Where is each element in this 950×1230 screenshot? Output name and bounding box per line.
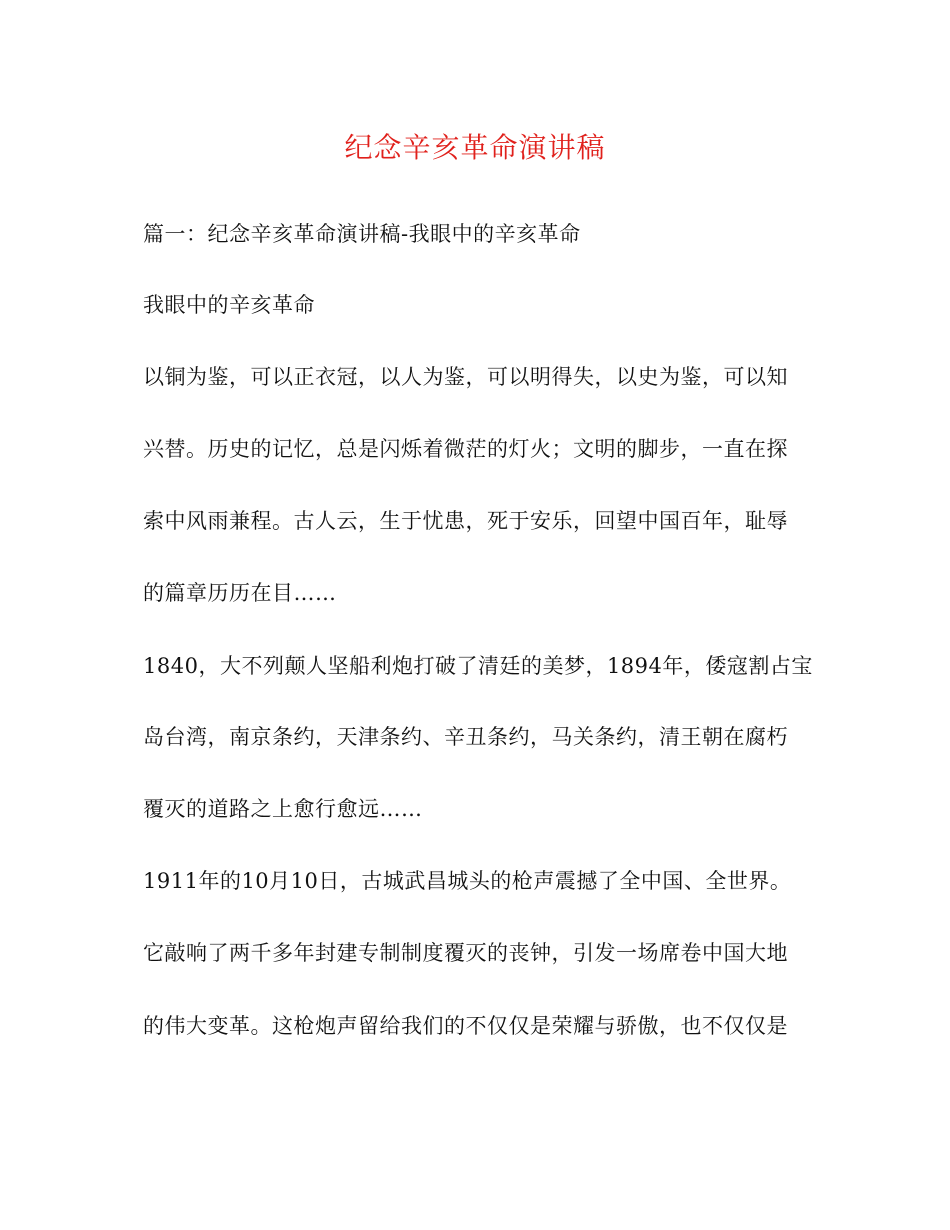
paragraph-line: 兴替。历史的记忆，总是闪烁着微茫的灯火；文明的脚步，一直在探 (143, 437, 788, 461)
paragraph-line: 它敲响了两千多年封建专制制度覆灭的丧钟，引发一场席卷中国大地 (143, 941, 788, 965)
paragraph-line: 1911年的10月10日，古城武昌城头的枪声震撼了全中国、全世界。 (143, 869, 792, 893)
paragraph-line: 1840，大不列颠人坚船利炮打破了清廷的美梦，1894年，倭寇割占宝 (143, 654, 813, 678)
subheading: 我眼中的辛亥革命 (143, 293, 315, 317)
document-title: 纪念辛亥革命演讲稿 (344, 131, 606, 164)
paragraph-line: 岛台湾，南京条约，天津条约、辛丑条约，马关条约，清王朝在腐朽 (143, 725, 788, 749)
paragraph-line: 的篇章历历在目…… (143, 581, 337, 605)
paragraph-line: 覆灭的道路之上愈行愈远…… (143, 797, 423, 821)
paragraph-line: 索中风雨兼程。古人云，生于忧患，死于安乐，回望中国百年，耻辱 (143, 509, 788, 533)
paragraph-line: 以铜为鉴，可以正衣冠，以人为鉴，可以明得失，以史为鉴，可以知 (143, 365, 788, 389)
paragraph-line: 的伟大变革。这枪炮声留给我们的不仅仅是荣耀与骄傲，也不仅仅是 (143, 1014, 788, 1038)
section-heading: 篇一：纪念辛亥革命演讲稿-我眼中的辛亥革命 (143, 222, 581, 246)
